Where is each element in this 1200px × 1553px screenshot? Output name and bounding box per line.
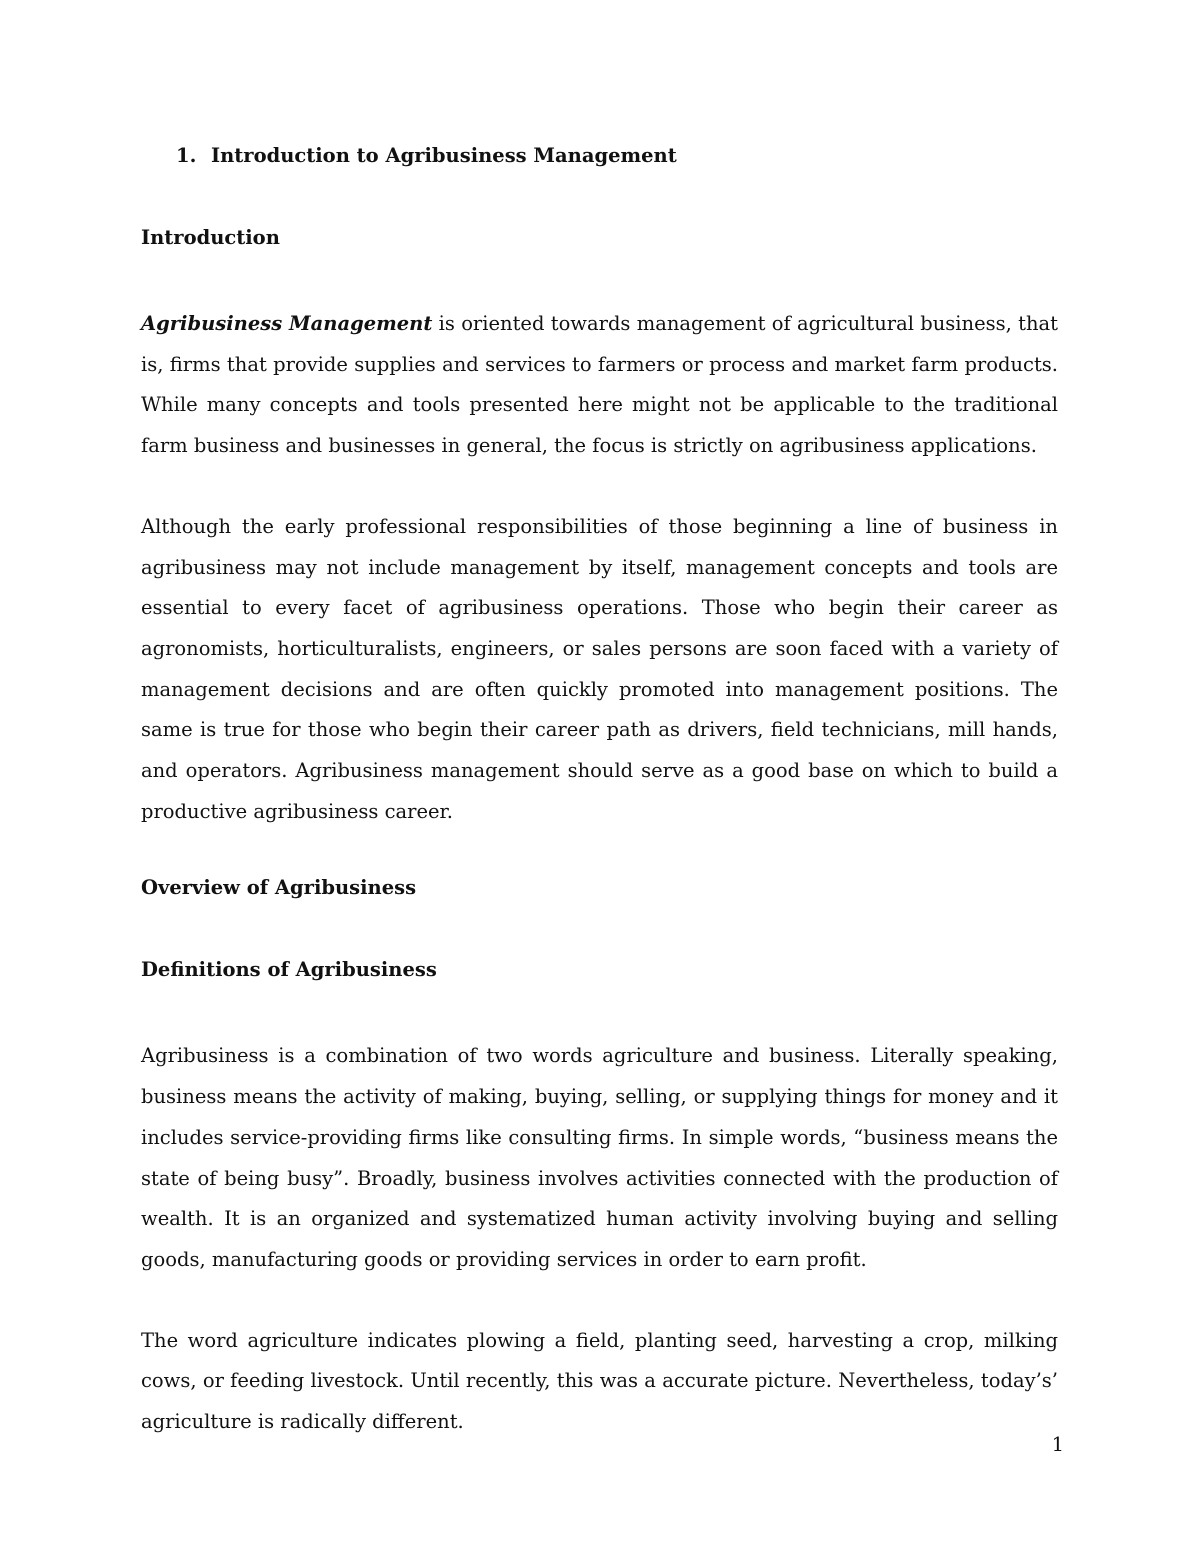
- paragraph-intro-2: Although the early professional responsibilities of those beginning a line of business in agribusiness may not include management by itself, management concepts and tools are essential to every facet of agribusiness operations. Those who begin their career as agronomists, horticulturalists, engineers, or sales persons are soon faced with a variety of management decisions and are often quickly promoted into management positions. The same is true for those who begin their career path as drivers, field technicians, mill hands, and operators. Agribusiness management should serve as a good base on which to build a productive agribusiness career.: [141, 514, 1058, 823]
- paragraph-definitions-2: The word agriculture indicates plowing a field, planting seed, harvesting a crop, milking cows, or feeding livestock. Until recently, this was a accurate picture. Nevertheless, today’s’ agriculture is radically different.: [141, 1328, 1058, 1434]
- paragraph-definitions-1: Agribusiness is a combination of two words agriculture and business. Literally speaking, business means the activity of making, buying, selling, or supplying things for money and it includes service-providing firms like consulting firms. In simple words, “business means the state of being busy”. Broadly, business involves activities connected with the production of wealth. It is an organized and systematized human activity involving buying and selling goods, manufacturing goods or providing services in order to earn profit.: [141, 1044, 1058, 1271]
- paragraph-intro-1: [141, 304, 1058, 467]
- page-number: 1: [1051, 1433, 1064, 1456]
- chapter-number: 1.: [176, 144, 197, 167]
- section-heading-introduction: Introduction: [141, 226, 280, 249]
- emphasis-term: Agribusiness Management: [141, 312, 433, 335]
- section-heading-overview: Overview of Agribusiness: [141, 876, 417, 900]
- paragraph-text: is oriented towards management of agricultural business, that is, firms that provide supplies and services to farmers or process and market farm products. While many concepts and tools presented here might not be applicable to the traditional farm business and businesses in general, the focus is strictly on agribusiness applications.: [141, 312, 1058, 458]
- section-heading-definitions: Definitions of Agribusiness: [141, 958, 437, 982]
- chapter-title-text: Introduction to Agribusiness Management: [211, 144, 677, 167]
- chapter-title: [141, 140, 1058, 172]
- page-content: [141, 140, 1058, 1483]
